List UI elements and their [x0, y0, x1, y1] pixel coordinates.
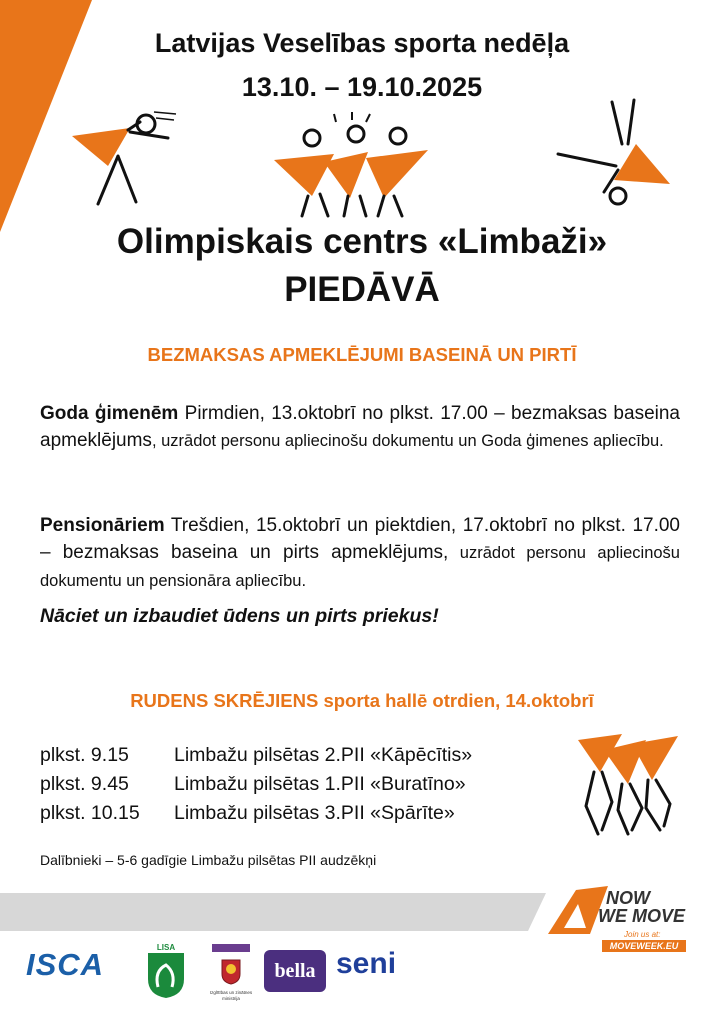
- lisa-logo: [146, 943, 186, 999]
- ministry-logo: [208, 944, 254, 1014]
- bella-logo: bella: [264, 950, 326, 992]
- schedule-time: plkst. 10.15: [40, 802, 140, 824]
- schedule-time: plkst. 9.15: [40, 744, 129, 766]
- venue-title: Olimpiskais centrs «Limbaži»: [116, 222, 608, 261]
- pensioner-offer-paragraph: [40, 512, 680, 595]
- cartwheel-figure-right: [556, 96, 674, 208]
- event-dates: 13.10. – 19.10.2025: [241, 72, 483, 102]
- schedule-time: plkst. 9.45: [40, 773, 129, 795]
- pensioner-offer-text: Trešdien, 15.oktobrī un piektdien, 17.oktobrī no plkst. 17.00 – bezmaksas baseina un pirts apmeklējums,: [40, 515, 680, 563]
- pool-section-title: BEZMAKSAS APMEKLĒJUMI BASEINĀ UN PIRTĪ: [147, 344, 577, 365]
- venue-offers: PIEDĀVĀ: [284, 270, 440, 309]
- family-offer-text: Pirmdien, 13.oktobrī no plkst. 17.00 – bezmaksas baseina apmeklējums: [40, 403, 680, 451]
- runner-figure-left: [68, 108, 180, 208]
- run-section-title: RUDENS SKRĒJIENS sporta hallē otrdien, 14.oktobrī: [130, 690, 594, 711]
- lisa-text: LISA: [156, 943, 176, 952]
- family-offer-requirements: , uzrādot personu apliecinošu dokumentu un Goda ģimenes apliecību.: [151, 432, 664, 450]
- family-label: Goda ģimenēm: [40, 403, 179, 424]
- tagline: Nāciet un izbaudiet ūdens un pirts priekus!: [40, 605, 439, 627]
- ministry-name-line1: Izglītības un zinātnes: [209, 990, 253, 995]
- ministry-bar: [212, 944, 250, 952]
- participants-note: Dalībnieki – 5-6 gadīgie Limbažu pilsētas PII audzēkņi: [40, 852, 377, 868]
- seni-logo: seni: [336, 947, 397, 980]
- footer-band: [0, 893, 560, 933]
- event-title: Latvijas Veselības sporta nedēļa: [154, 28, 570, 58]
- pensioner-offer-requirements: uzrādot personu apliecinošu dokumentu un pensionāra apliecību.: [40, 544, 680, 590]
- pensioner-label: Pensionāriem: [40, 515, 165, 536]
- moveweek-join: Join us at:: [624, 930, 661, 939]
- schedule-place: Limbažu pilsētas 2.PII «Kāpēcītis»: [174, 744, 473, 766]
- schedule-place: Limbažu pilsētas 3.PII «Spārīte»: [174, 802, 455, 824]
- schedule-row: [40, 802, 455, 825]
- coat-of-arms-icon: [216, 956, 246, 986]
- family-offer-paragraph: [40, 400, 680, 455]
- schedule-place: Limbažu pilsētas 1.PII «Buratīno»: [174, 773, 466, 795]
- moveweek-now: NOW: [606, 888, 650, 908]
- ministry-name-line2: ministrija: [222, 996, 240, 1001]
- schedule-row: [40, 744, 472, 767]
- moveweek-url: MOVEWEEK.EU: [602, 940, 686, 952]
- schedule-row: [40, 773, 466, 796]
- runners-figure-right: [572, 726, 684, 838]
- dancing-figures-center: [268, 112, 436, 218]
- isca-logo: ISCA: [26, 947, 105, 982]
- moveweek-we-move: WE MOVE: [598, 906, 686, 926]
- moveweek-logo: [546, 884, 692, 954]
